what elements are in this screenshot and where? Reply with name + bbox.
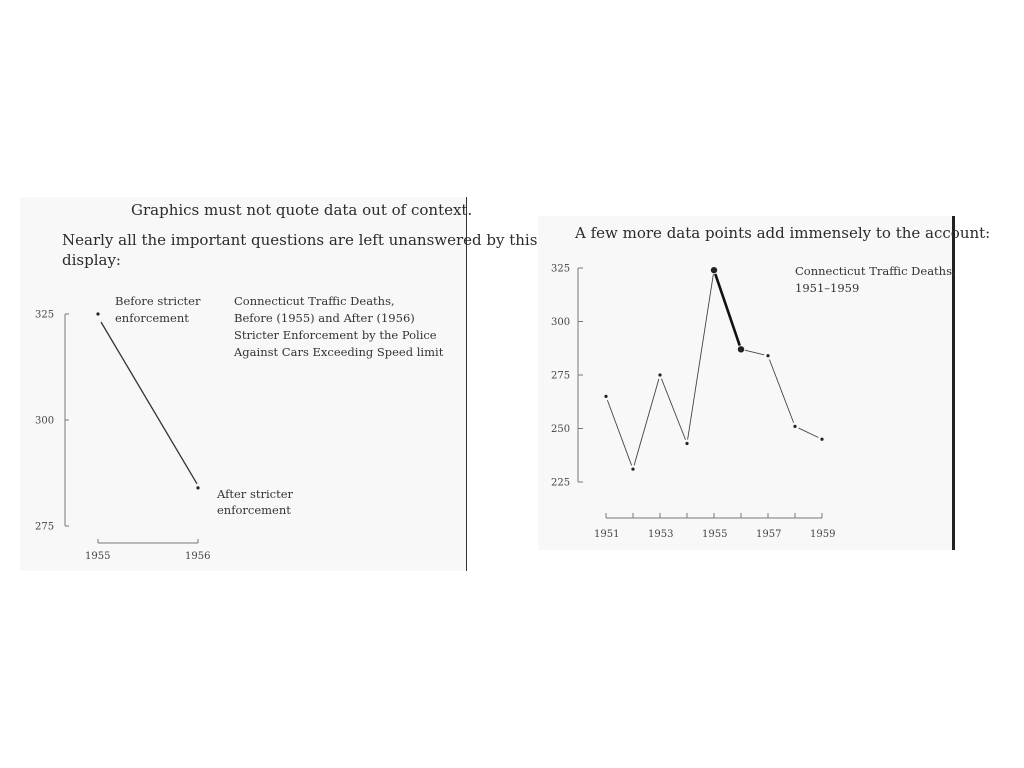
y-tick-label: 250 xyxy=(551,424,571,435)
data-point xyxy=(196,486,199,489)
data-line-segment xyxy=(688,274,714,439)
right-heading: A few more data points add immensely to the account: xyxy=(575,224,991,242)
x-tick-label: 1953 xyxy=(648,529,674,540)
y-tick-label: 325 xyxy=(35,309,55,321)
data-line-segment xyxy=(634,379,659,465)
data-point xyxy=(685,442,688,445)
x-tick-label: 1957 xyxy=(756,529,782,540)
data-line-segment xyxy=(607,400,631,465)
data-point xyxy=(738,346,744,352)
y-tick-label: 300 xyxy=(551,317,571,328)
data-line-segment xyxy=(769,359,793,422)
data-point xyxy=(658,373,661,376)
left-caption: Connecticut Traffic Deaths, Before (1955) and After (1956) Stricter Enforcement by the Police Against Cars Exceeding Speed limit xyxy=(234,294,444,359)
x-tick-label: 1956 xyxy=(185,551,211,562)
label-after-line2: enforcement xyxy=(217,503,291,517)
data-line-segment xyxy=(101,322,197,484)
y-tick-label: 225 xyxy=(551,477,571,489)
left-subheading-line2: display: xyxy=(62,251,121,269)
label-after-line1: After stricter xyxy=(217,487,294,501)
y-tick-label: 300 xyxy=(35,415,55,427)
data-line-segment xyxy=(661,379,685,440)
label-before-line1: Before stricter xyxy=(115,294,201,308)
data-point xyxy=(631,468,634,471)
y-tick-label: 325 xyxy=(551,263,571,275)
data-point xyxy=(793,425,796,428)
left-figure-panel xyxy=(20,197,538,571)
left-subheading-line1: Nearly all the important questions are left unanswered by this xyxy=(62,231,538,249)
data-point xyxy=(604,395,607,398)
x-tick-label: 1951 xyxy=(594,529,620,540)
data-point xyxy=(820,438,823,441)
y-tick-label: 275 xyxy=(551,370,571,382)
data-line-segment xyxy=(799,428,819,437)
x-tick-label: 1959 xyxy=(810,529,836,540)
right-caption: Connecticut Traffic Deaths, 1951–1959 xyxy=(795,264,956,295)
x-tick-label: 1955 xyxy=(702,529,728,540)
data-point xyxy=(96,312,99,315)
data-point xyxy=(711,267,717,273)
y-tick-label: 275 xyxy=(35,521,55,533)
x-tick-label: 1955 xyxy=(85,551,111,562)
data-point xyxy=(766,354,769,357)
left-heading: Graphics must not quote data out of context. xyxy=(131,201,473,219)
label-before-line2: enforcement xyxy=(115,311,189,325)
data-line-segment-emphasized xyxy=(715,274,739,346)
right-figure-panel xyxy=(538,216,991,550)
data-line-segment xyxy=(745,350,764,355)
